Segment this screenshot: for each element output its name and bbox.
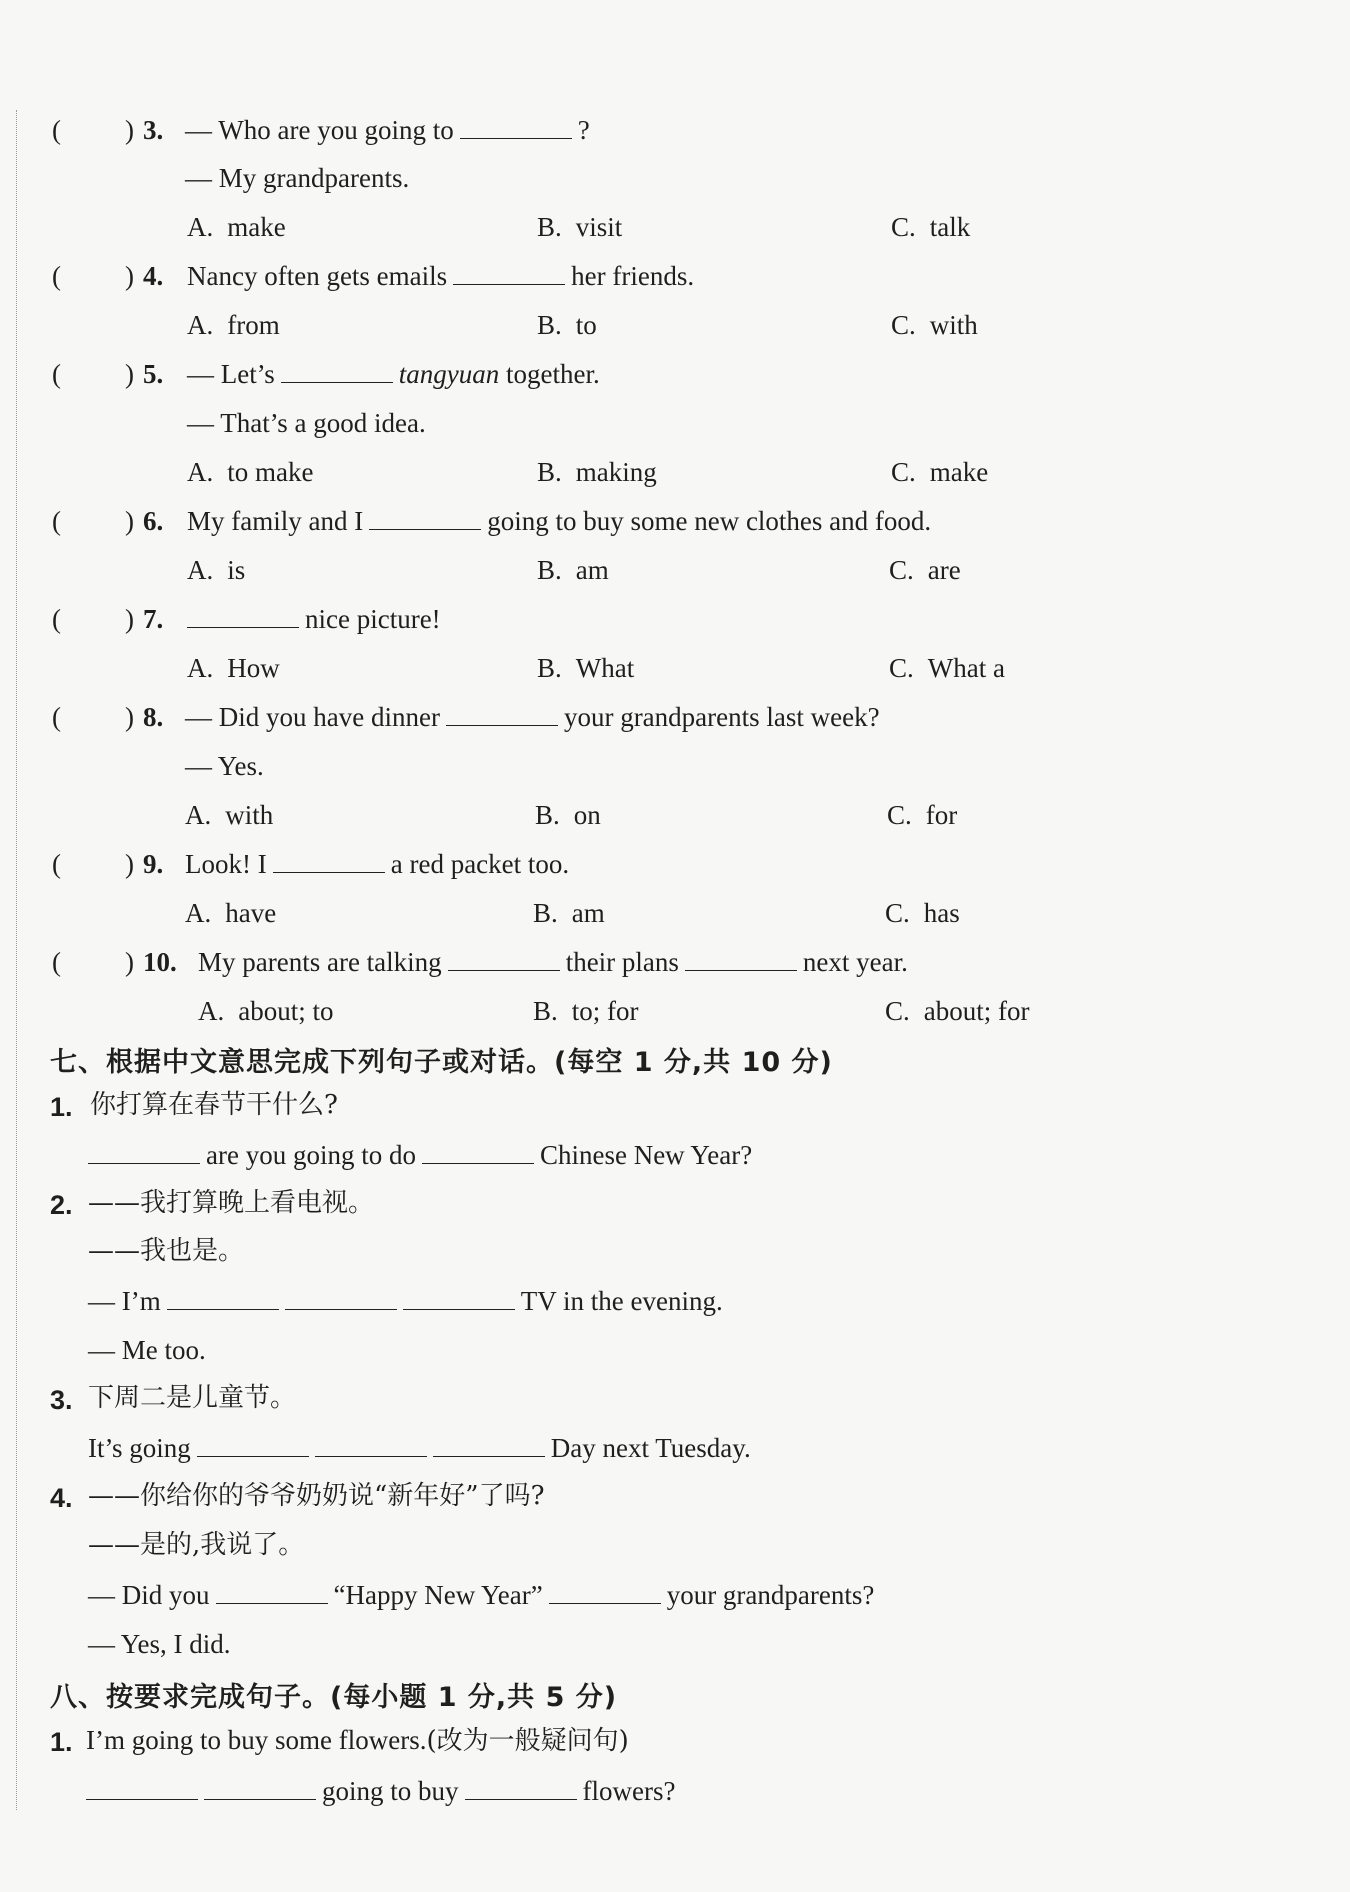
option-b: B. on — [535, 800, 601, 830]
chinese-prompt: ——你给你的爷爷奶奶说“新年好”了吗? — [88, 1481, 545, 1511]
question-stem: Nancy often gets emails her friends. — [187, 261, 695, 291]
blank[interactable] — [315, 1432, 427, 1457]
question-number: 4. — [143, 261, 164, 291]
answer-paren-open: ( — [52, 947, 61, 977]
blank[interactable] — [167, 1285, 279, 1310]
option-b: B. am — [537, 555, 609, 585]
answer-paren-close: ) — [125, 261, 134, 291]
blank[interactable] — [369, 505, 481, 530]
question-stem: My parents are talking their plans next year. — [198, 947, 908, 977]
answer-line: — I’m TV in the evening. — [88, 1286, 723, 1316]
chinese-prompt: 你打算在春节干什么? — [90, 1090, 338, 1120]
question-stem: My family and I going to buy some new clothes and food. — [187, 506, 932, 536]
question-number: 9. — [143, 849, 164, 879]
chinese-prompt: ——我也是。 — [88, 1236, 245, 1266]
chinese-prompt: ——我打算晚上看电视。 — [88, 1188, 375, 1218]
option-b: B. to — [537, 310, 597, 340]
blank[interactable] — [197, 1432, 309, 1457]
option-c: C. talk — [891, 212, 971, 242]
answer-paren-close: ) — [125, 604, 134, 634]
blank[interactable] — [453, 260, 565, 285]
blank[interactable] — [448, 946, 560, 971]
question-number: 6. — [143, 506, 164, 536]
chinese-prompt: 下周二是儿童节。 — [88, 1383, 297, 1413]
section-7-title: 七、根据中文意思完成下列句子或对话。(每空 1 分,共 10 分) — [50, 1047, 833, 1078]
option-a: A. make — [187, 212, 286, 242]
blank[interactable] — [88, 1139, 200, 1164]
blank[interactable] — [216, 1579, 328, 1604]
option-c: C. about; for — [885, 996, 1030, 1026]
blank[interactable] — [273, 848, 385, 873]
option-a: A. have — [185, 898, 277, 928]
option-a: A. from — [187, 310, 280, 340]
answer-paren-close: ) — [125, 506, 134, 536]
option-a: A. How — [187, 653, 280, 683]
option-c: C. with — [891, 310, 978, 340]
option-c: C. make — [891, 457, 989, 487]
question-number: 3. — [143, 115, 164, 145]
blank[interactable] — [86, 1775, 198, 1800]
blank[interactable] — [465, 1775, 577, 1800]
answer-line: are you going to do Chinese New Year? — [88, 1138, 752, 1172]
option-b: B. to; for — [533, 996, 639, 1026]
option-c: C. are — [889, 555, 961, 585]
option-a: A. to make — [187, 457, 314, 487]
question-stem: — Let’s tangyuan together. — [187, 359, 600, 389]
question-number: 10. — [143, 947, 177, 977]
section-8-title: 八、按要求完成句子。(每小题 1 分,共 5 分) — [50, 1682, 618, 1713]
reply-line: — Me too. — [88, 1335, 206, 1365]
answer-paren-close: ) — [125, 702, 134, 732]
question-stem: — Who are you going to ? — [185, 115, 590, 145]
option-b: B. am — [533, 898, 605, 928]
question-number: 5. — [143, 359, 164, 389]
blank[interactable] — [281, 358, 393, 383]
option-a: A. is — [187, 555, 246, 585]
item-number: 2. — [50, 1190, 73, 1220]
answer-paren-open: ( — [52, 115, 61, 145]
option-b: B. making — [537, 457, 657, 487]
blank[interactable] — [460, 114, 572, 139]
answer-paren-open: ( — [52, 359, 61, 389]
blank[interactable] — [285, 1285, 397, 1310]
option-a: A. with — [185, 800, 274, 830]
blank[interactable] — [403, 1285, 515, 1310]
question-number: 8. — [143, 702, 164, 732]
answer-paren-close: ) — [125, 115, 134, 145]
blank[interactable] — [685, 946, 797, 971]
blank[interactable] — [204, 1775, 316, 1800]
answer-line: It’s going Day next Tuesday. — [88, 1433, 751, 1463]
reply-line: — That’s a good idea. — [187, 408, 426, 438]
reply-line: — Yes. — [185, 751, 264, 781]
question-number: 7. — [143, 604, 164, 634]
reply-line: — Yes, I did. — [88, 1629, 231, 1659]
option-c: C. What a — [889, 653, 1005, 683]
reply-line: — My grandparents. — [185, 163, 410, 193]
instruction-line: I’m going to buy some flowers.(改为一般疑问句) — [86, 1725, 629, 1756]
answer-paren-open: ( — [52, 261, 61, 291]
option-a: A. about; to — [198, 996, 334, 1026]
option-b: B. What — [537, 653, 635, 683]
item-number: 1. — [50, 1092, 73, 1122]
answer-paren-close: ) — [125, 849, 134, 879]
option-c: C. for — [887, 800, 958, 830]
item-number: 4. — [50, 1483, 73, 1513]
blank[interactable] — [433, 1432, 545, 1457]
answer-line: — Did you “Happy New Year” your grandparents? — [88, 1580, 875, 1610]
option-b: B. visit — [537, 212, 623, 242]
answer-paren-close: ) — [125, 947, 134, 977]
answer-paren-close: ) — [125, 359, 134, 389]
chinese-prompt: ——是的,我说了。 — [88, 1530, 305, 1560]
blank[interactable] — [422, 1139, 534, 1164]
option-c: C. has — [885, 898, 960, 928]
blank[interactable] — [549, 1579, 661, 1604]
item-number: 3. — [50, 1385, 73, 1415]
blank[interactable] — [446, 701, 558, 726]
answer-paren-open: ( — [52, 702, 61, 732]
question-stem: — Did you have dinner your grandparents last week? — [185, 702, 880, 732]
answer-line: going to buy flowers? — [86, 1774, 675, 1808]
answer-paren-open: ( — [52, 849, 61, 879]
blank[interactable] — [187, 603, 299, 628]
answer-paren-open: ( — [52, 604, 61, 634]
binding-margin-line — [16, 110, 17, 1810]
item-number: 1. — [50, 1727, 73, 1757]
answer-paren-open: ( — [52, 506, 61, 536]
question-stem: nice picture! — [181, 602, 441, 636]
question-stem: Look! I a red packet too. — [185, 849, 570, 879]
